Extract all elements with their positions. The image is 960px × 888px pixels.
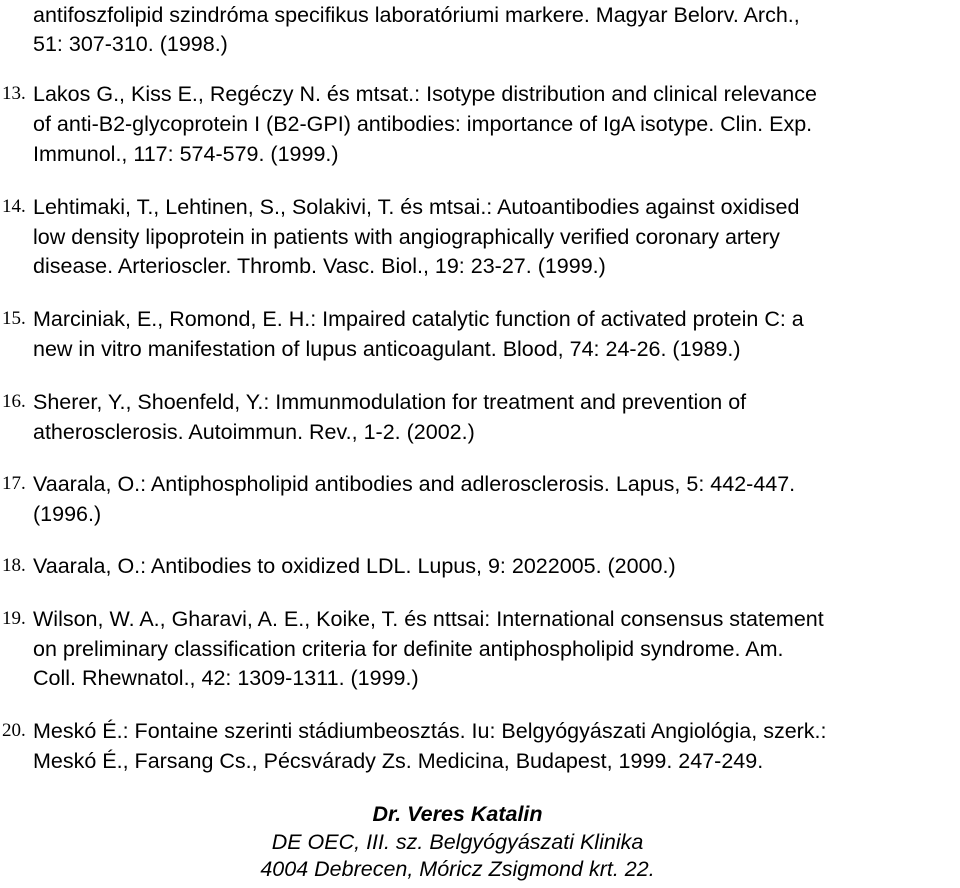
reference-text-line: Wilson, W. A., Gharavi, A. E., Koike, T. és nttsai: International consensus statement (33, 607, 824, 631)
author-institution: DE OEC, III. sz. Belgyógyászati Klinika (271, 830, 644, 854)
continuation-line-1: antifoszfolipid szindróma specifikus laboratóriumi markere. Magyar Belorv. Arch., (33, 3, 800, 27)
author-name: Dr. Veres Katalin (372, 802, 543, 826)
reference-number: 18. (2, 555, 26, 576)
author-address: 4004 Debrecen, Móricz Zsigmond krt. 22. (260, 857, 655, 881)
reference-text-line: Coll. Rhewnatol., 42: 1309-1311. (1999.) (33, 666, 419, 690)
reference-text-line: of anti-B2-glycoprotein I (B2-GPI) antibodies: importance of IgA isotype. Clin. Exp. (33, 112, 813, 136)
reference-text-line: Vaarala, O.: Antibodies to oxidized LDL. Lupus, 9: 2022005. (2000.) (33, 554, 676, 578)
reference-text-line: disease. Arterioscler. Thromb. Vasc. Biol., 19: 23-27. (1999.) (33, 254, 606, 278)
reference-number: 16. (2, 391, 26, 412)
reference-text-line: on preliminary classification criteria for definite antiphospholipid syndrome. Am. (33, 637, 784, 661)
reference-text-line: low density lipoprotein in patients with angiographically verified coronary artery (33, 225, 780, 249)
reference-text-line: Marciniak, E., Romond, E. H.: Impaired catalytic function of activated protein C: a (33, 307, 804, 331)
reference-text-line: new in vitro manifestation of lupus anticoagulant. Blood, 74: 24-26. (1989.) (33, 337, 741, 361)
reference-text-line: Meskó É., Farsang Cs., Pécsvárady Zs. Medicina, Budapest, 1999. 247-249. (33, 749, 764, 773)
reference-text-line: Immunol., 117: 574-579. (1999.) (33, 142, 339, 166)
reference-text-line: Vaarala, O.: Antiphospholipid antibodies and adlerosclerosis. Lapus, 5: 442-447. (33, 472, 796, 496)
continuation-line-2: 51: 307-310. (1998.) (33, 32, 228, 56)
reference-text-line: Lakos G., Kiss E., Regéczy N. és mtsat.: Isotype distribution and clinical relevance (33, 82, 817, 106)
reference-text-line: Sherer, Y., Shoenfeld, Y.: Immunmodulation for treatment and prevention of (33, 390, 747, 414)
reference-number: 14. (2, 196, 26, 217)
reference-text-line: Lehtimaki, T., Lehtinen, S., Solakivi, T. és mtsai.: Autoantibodies against oxidised (33, 195, 800, 219)
reference-text-line: Meskó É.: Fontaine szerinti stádiumbeosztás. Iu: Belgyógyászati Angiológia, szerk.: (33, 719, 827, 743)
reference-number: 19. (2, 608, 26, 629)
reference-text-line: (1996.) (33, 502, 102, 526)
reference-number: 20. (2, 720, 26, 741)
reference-number: 13. (2, 83, 26, 104)
reference-number: 15. (2, 308, 26, 329)
reference-number: 17. (2, 473, 26, 494)
reference-text-line: atherosclerosis. Autoimmun. Rev., 1-2. (2002.) (33, 420, 475, 444)
